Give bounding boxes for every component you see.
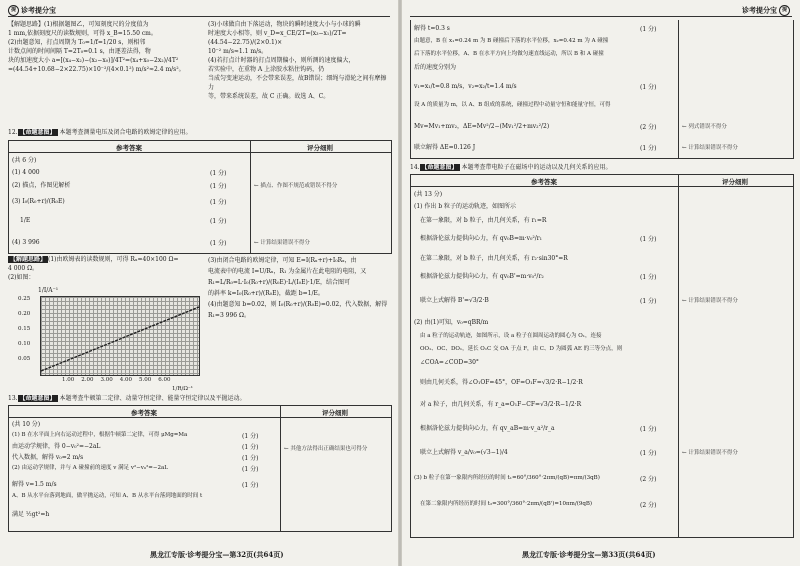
q12-points-5: (1 分) (210, 240, 227, 247)
q13-intro: 13. 【命题意图】 本题考查牛顿第二定律、动量守恒定律、能量守恒定律以及平抛运动。 (8, 395, 246, 402)
q14-answer-4: 在第二象限，对 b 粒子，由几何关系，有 r₂·sin30°=R (420, 255, 568, 262)
q13-cont-points-1: (1 分) (640, 26, 657, 33)
q14-col-scoring: 评分细则 (722, 178, 748, 186)
q14-answer-3: 根据洛伦兹力提供向心力，有 qv₀B=m·v₀²/r₁ (420, 235, 543, 242)
q12-points-4: (1 分) (210, 218, 227, 225)
q14-answer-1: (1) 作出 b 粒子的运动轨迹，如图所示 (414, 203, 517, 210)
right-header-brand: 诊考提分宝 提 (742, 5, 792, 16)
q13-answer-3: 代入数据，解得 v₀=2 m/s (12, 454, 84, 461)
q13-answer-6: A、B 从水平台落到地面，做平抛运动，可知 A、B 从水平台落到地面的时间 t (12, 493, 203, 499)
q13-points-1: (1 分) (242, 433, 259, 440)
q14-answer-12: 对 a 粒子，由几何关系，有 r_a=O₁F−CF=√3/2·R−1/2·R (420, 401, 582, 408)
q12-solution-right: (3)由闭合电路的欧姆定律，可知 E=I(Rₓ+r)+I₀Rₓ，由 电流表中的电流 I=U/Rₓ，R₁ 为金属片在此电阻的电阻，又 R₁=L/R₀=L·I₀(R₀+r)/(R₀E)·L/(I₀E)·1/E，结合图可 的斜率 k=I₀(R₀+r)/(R₀E)，截距 b=1/E。 (4)由题意知 b=0.02，则 I₀(R₀+r)/(R₀E)=0.02，代入数据，解得 R₁=3 996 Ω。 (208, 257, 388, 319)
q13-cont-line-8: 联立解得 ΔE=0.126 J (414, 144, 476, 151)
q13-cont-line-1: 解得 t=0.3 s (414, 25, 450, 32)
q14-answer-11: 则由几何关系，得∠O₁OF=45°，OF=O₁F=√3/2·R−1/2·R (420, 379, 583, 386)
graph-y-label: 1/I/A⁻¹ (38, 287, 59, 294)
q12-graph (40, 296, 200, 376)
q13-answer-7: 满足 ½gt²=h (12, 511, 50, 518)
q12-col-scoring: 评分细则 (307, 144, 333, 152)
q12-points-1: (1 分) (210, 170, 227, 177)
q12-answer-4: 1/E (20, 217, 31, 224)
q13-cont-line-2: 由题意，B 在 x₁=0.24 m 为 B 碰撞后下落的水平位移，x₂=0.42 m 为 A 碰撞 (414, 38, 609, 44)
q13-cont-line-3: 后下落的水平位移，A、B 在水平方向上均做匀速直线运动，所以 B 和 A 碰撞 (414, 51, 604, 57)
q14-points-14: (1 分) (640, 450, 657, 457)
brand-logo-icon: 提 (779, 5, 790, 16)
q14-points-15: (2 分) (640, 476, 657, 483)
q12-points-2: (1 分) (210, 183, 227, 190)
q14-answer-16: 在第二象限内所经历的时间 t₂=300°/360°·2πm/(qB')=10πm/(9qB) (420, 501, 593, 507)
q13-points-4: (1 分) (242, 466, 259, 473)
q14-answer-7: (2) 由(1)可知，v₀=qBR/m (414, 319, 489, 326)
q12-note-b: ← 计算结果错误不得分 (254, 240, 310, 246)
q14-note-b: ← 计算结果错误不得分 (682, 450, 738, 456)
q14-points-3: (1 分) (640, 236, 657, 243)
q13-cont-line-6: 设 A 的质量为 m，以 A、B 组成的系统，碰撞过程中动量守恒和能量守恒，可得 (414, 102, 611, 108)
q12-note-a: ← 描点、作图不规范或错误不得分 (254, 183, 338, 189)
q13-col-answer: 参考答案 (131, 409, 157, 417)
q13-cont-points-7: (2 分) (640, 124, 657, 131)
q13-cont-note-a: ← 列式错误不得分 (682, 124, 727, 130)
q14-answer-13: 根据洛伦兹力提供向心力，有 qv_aB=m·v_a²/r_a (420, 425, 555, 432)
graph-fit-line (41, 297, 199, 375)
right-page (402, 0, 800, 566)
q12-answer-1: (1) 4 000 (12, 169, 40, 176)
q13-answer-2: 由运动学规律，得 0−v₀²=−2aL (12, 443, 101, 450)
q13-total: (共 10 分) (12, 421, 41, 428)
q12-solution-left: 【解题思路】 (1)由欧姆表的读数规则，可得 Rₓ=40×100 Ω= 4 000 Ω。 (2)如图： (8, 256, 179, 281)
left-top-solution-col2: (3)小球做自由下落运动，物块的瞬时速度大小与小球的瞬 时速度大小相等，则 v_D=x_CE/2T=(x₃−x₁)/2T=(44.54−22.75)/(2×0.1)× 10⁻² m/s≈1.1 m/s。 (4)若打点计时器的打点周期偏小，则所测的速度偏大， 若实验中，在重物 A 上涂胶水粘住钩码，仍 当成匀变速运动，不会带来误差，故B错误；细绳与滑轮之间有摩擦力 等，带来系统误差，故 C 正确。故选 A、C。 (208, 21, 387, 100)
q14-answer-10: ∠COA=∠COD=30° (420, 359, 479, 366)
q13-points-5: (1 分) (242, 482, 259, 489)
q13-answer-4: (2) 由运动学规律，并与 A 碰撞前的速度 v 满足 v²−v₀²=−2aL (12, 465, 168, 471)
q13-cont-line-7: Mv=Mv₁+mv₂，ΔE=Mv²/2−(Mv₁²/2+mv₂²/2) (414, 123, 550, 130)
q14-points-13: (1 分) (640, 426, 657, 433)
left-top-solution-col1: 【解题思路】(1)根据题图乙，可知刻度尺的分度值为 1 mm,依据刻度尺的读数规则，可得 x_B=15.50 cm。 (2)由题意知，打点周期为 T₀=1/f=1/20 s，则相邻 计数点间的时间间隔 T=2T₀=0.1 s，由逐差法得，物 块的加速度大小 a=[(x₄−x₂)−(x₂−x₀)]/4T²=(x₄+x₀−2x₂)/4T² =(44.54+10.68−2×22.75)×10⁻²/(4×0.1²) m/s²≈2.4 m/s²。 (8, 21, 185, 73)
graph-x-label: 1/R/Ω⁻¹ (172, 386, 194, 392)
graph-x-ticks: 1.00 2.00 3.00 4.00 5.00 6.00 (62, 377, 171, 383)
q13-cont-points-5: (1 分) (640, 84, 657, 91)
brand-logo-icon: 提 (8, 5, 19, 16)
right-footer: 黑龙江专版·诊考提分宝—第33页(共64页) (522, 550, 656, 559)
q13-points-3: (1 分) (242, 455, 259, 462)
q14-answer-14: 联立上式解得 v_a/v₀=(√3−1)/4 (420, 449, 508, 456)
q12-answer-3: (3) I₀(R₀+r)/(R₀E) (12, 198, 65, 205)
q12-answer-5: (4) 3 996 (12, 239, 40, 246)
q12-intro: 12. 【命题意图】 本题考查测量电压及闭合电路的欧姆定律的应用。 (8, 129, 192, 136)
q12-points-3: (1 分) (210, 199, 227, 206)
q13-cont-line-4: 后的速度分别为 (414, 64, 457, 71)
q14-points-16: (2 分) (640, 502, 657, 509)
q12-total: (共 6 分) (12, 157, 37, 164)
left-page (0, 0, 398, 566)
q13-answer-5: 解得 v=1.5 m/s (12, 481, 57, 488)
q13-note: ← 其他方法得出正确结果也可得分 (284, 446, 368, 452)
q13-col-scoring: 评分细则 (322, 409, 348, 417)
q14-answer-5: 根据洛伦兹力提供向心力，有 qv₀B'=m·v₀²/r₂ (420, 273, 544, 280)
q14-answer-8: 由 a 粒子的运动轨迹，如图所示，设 a 粒子在圆周运动的圆心为 O₁，连接 (420, 333, 602, 339)
left-header-brand: 提 诊考提分宝 (8, 5, 56, 16)
q14-points-6: (1 分) (640, 298, 657, 305)
left-footer: 黑龙江专版·诊考提分宝—第32页(共64页) (150, 550, 284, 559)
q14-answer-9: OO₁、OC、DO₁，延长 O₁C 交 OA 于点 F，由 C、D 为圆弧 AE 的三等分点，则 (420, 346, 623, 352)
q13-cont-note-b: ← 计算结果错误不得分 (682, 145, 738, 151)
q13-answer-1: (1) B 在水平面上向右运动过程中，根据牛顿第二定律，可得 μMg=Ma (12, 432, 188, 438)
q14-points-5: (1 分) (640, 274, 657, 281)
q14-table (410, 174, 794, 538)
q12-table (8, 140, 392, 254)
q13-cont-line-5: v₁=x₁/t=0.8 m/s，v₂=x₂/t=1.4 m/s (414, 83, 517, 90)
graph-y-ticks: 0.25 0.20 0.15 0.10 0.05 (18, 296, 31, 362)
q14-answer-6: 联立上式解得 B'=√3/2·B (420, 297, 489, 304)
q14-intro: 14. 【命题意图】 本题考查带电粒子在磁场中的运动以及几何关系的应用。 (410, 164, 612, 171)
q12-answer-2: (2) 描点，作图见解析 (12, 182, 71, 189)
q13-cont-points-8: (1 分) (640, 145, 657, 152)
q14-col-answer: 参考答案 (531, 178, 557, 186)
q14-answer-2: 在第一象限，对 b 粒子，由几何关系，有 r₁=R (420, 217, 547, 224)
q13-points-2: (1 分) (242, 444, 259, 451)
q14-answer-15: (3) b 粒子在第一象限内所经历的时间 t₁=60°/360°·2πm/(qB)=πm/(3qB) (414, 475, 600, 481)
q12-col-answer: 参考答案 (116, 144, 142, 152)
q14-note-a: ← 计算结果错误不得分 (682, 298, 738, 304)
q14-total: (共 13 分) (414, 191, 443, 198)
